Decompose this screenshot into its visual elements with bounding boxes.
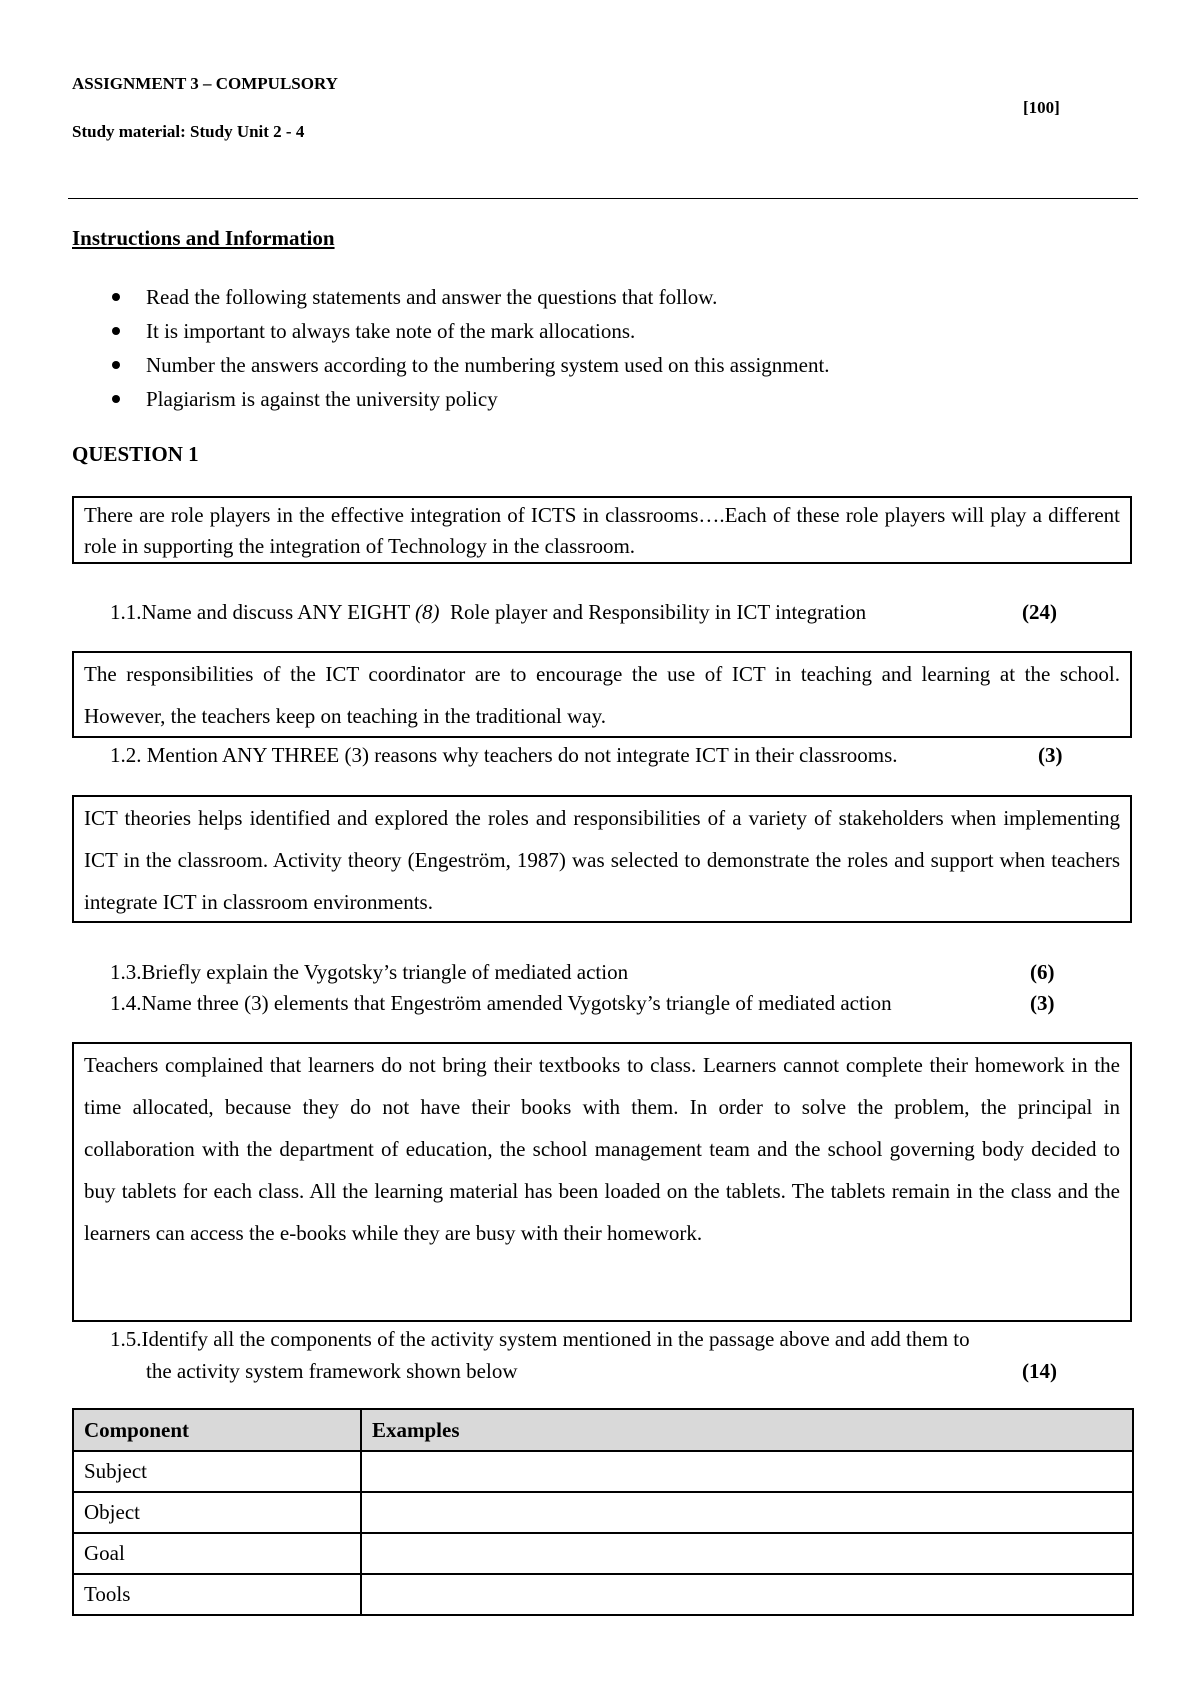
bullet-icon: [112, 327, 120, 335]
component-cell: Tools: [73, 1574, 361, 1615]
question-count: (8): [415, 600, 440, 624]
question-1-4-marks: (3): [1030, 991, 1055, 1015]
table-row: [73, 1451, 1133, 1492]
context-box-ict-theories: [72, 795, 1132, 923]
activity-system-table: [72, 1408, 1134, 1616]
context-box-ict-coordinator: [72, 651, 1132, 738]
context-text: ICT theories helps identified and explored the roles and responsibilities of a variety of stakeholders when implementing ICT in the classroom. Activity theory (Engeström, 1987) was selected to demonstrate the roles and support when teachers integrate ICT in classroom environments.: [84, 806, 1120, 914]
instructions-list: [100, 282, 830, 418]
assignment-title: ASSIGNMENT 3 – COMPULSORY: [72, 74, 338, 93]
examples-cell[interactable]: [361, 1574, 1133, 1615]
bullet-icon: [112, 395, 120, 403]
question-text: 1.2. Mention ANY THREE (3) reasons why teachers do not integrate ICT in their classrooms.: [110, 743, 898, 767]
question-1-4: [110, 988, 892, 1018]
header-divider: [68, 198, 1138, 199]
question-1-5-marks: (14): [1022, 1359, 1057, 1383]
instruction-text: Read the following statements and answer the questions that follow.: [146, 285, 718, 309]
list-item: [100, 350, 830, 384]
question-1-3-marks: (6): [1030, 960, 1055, 984]
instruction-text: It is important to always take note of the mark allocations.: [146, 319, 636, 343]
component-cell: Goal: [73, 1533, 361, 1574]
bullet-icon: [112, 293, 120, 301]
total-marks: [100]: [1023, 98, 1060, 117]
question-text: 1.1.Name and discuss ANY EIGHT: [110, 600, 416, 624]
question-text: 1.4.Name three (3) elements that Engeström amended Vygotsky’s triangle of mediated action: [110, 991, 892, 1015]
list-item: [100, 282, 830, 316]
question-1-5-line2: the activity system framework shown below: [146, 1359, 518, 1383]
context-text: Teachers complained that learners do not bring their textbooks to class. Learners cannot complete their homework in the time allocated, because they do not have their books with them. In order to solve the problem, the principal in collaboration with the department of education, the school management team and the school governing body decided to buy tablets for each class. All the learning material has been loaded on the tablets. The tablets remain in the class and the learners can access the e-books while they are busy with their homework.: [84, 1053, 1120, 1245]
table-header-row: [73, 1409, 1133, 1451]
question-1-2-marks: (3): [1038, 743, 1063, 767]
study-material: Study material: Study Unit 2 - 4: [72, 122, 305, 141]
context-box-role-players: [72, 496, 1132, 564]
column-header-component: Component: [73, 1409, 361, 1451]
component-cell: Object: [73, 1492, 361, 1533]
table-row: [73, 1574, 1133, 1615]
question-1-1-marks: (24): [1022, 600, 1057, 624]
component-cell: Subject: [73, 1451, 361, 1492]
list-item: [100, 316, 830, 350]
examples-cell[interactable]: [361, 1451, 1133, 1492]
context-text: There are role players in the effective integration of ICTS in classrooms….Each of these role players will play a different role in supporting the integration of Technology in the classroom.: [84, 503, 1120, 558]
question-1-3: [110, 957, 628, 987]
list-item: [100, 384, 830, 418]
column-header-examples: Examples: [361, 1409, 1133, 1451]
table-row: [73, 1533, 1133, 1574]
examples-cell[interactable]: [361, 1533, 1133, 1574]
question-1-2: [110, 740, 898, 770]
question-text-cont: Role player and Responsibility in ICT integration: [439, 600, 867, 624]
context-box-tablets-scenario: [72, 1042, 1132, 1322]
bullet-icon: [112, 361, 120, 369]
table-row: [73, 1492, 1133, 1533]
question-text: 1.3.Briefly explain the Vygotsky’s triangle of mediated action: [110, 960, 629, 984]
context-text: The responsibilities of the ICT coordinator are to encourage the use of ICT in teaching and learning at the school. However, the teachers keep on teaching in the traditional way.: [84, 662, 1120, 728]
instruction-text: Number the answers according to the numbering system used on this assignment.: [146, 353, 830, 377]
question-1-heading: QUESTION 1: [72, 442, 199, 466]
instructions-heading: Instructions and Information: [72, 226, 335, 250]
question-1-5-line1: 1.5.Identify all the components of the activity system mentioned in the passage above and add them to: [110, 1327, 970, 1351]
question-1-1: [110, 597, 866, 627]
examples-cell[interactable]: [361, 1492, 1133, 1533]
instruction-text: Plagiarism is against the university policy: [146, 387, 498, 411]
